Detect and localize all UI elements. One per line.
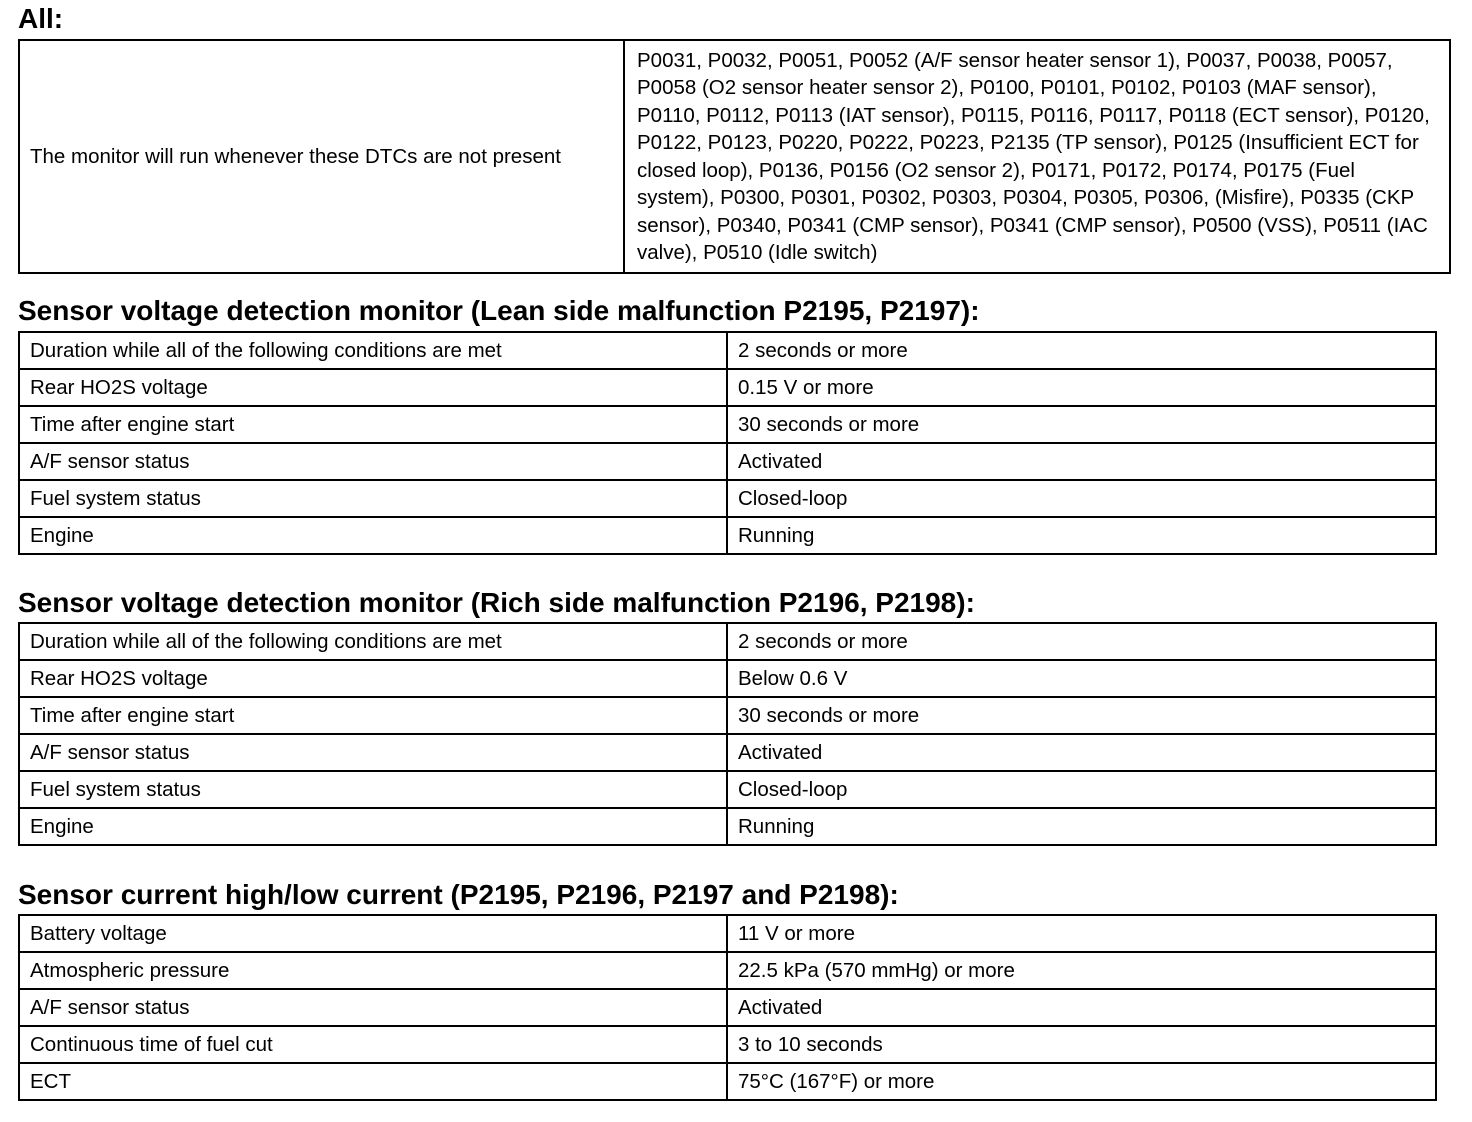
- table-row: [19, 40, 1450, 273]
- row-value: Running: [727, 808, 1436, 845]
- table-row: [19, 771, 1436, 808]
- row-value: 75°C (167°F) or more: [727, 1063, 1436, 1100]
- row-label: Time after engine start: [19, 697, 727, 734]
- row-label: Rear HO2S voltage: [19, 660, 727, 697]
- row-label: ECT: [19, 1063, 727, 1100]
- table-row: [19, 660, 1436, 697]
- row-label: A/F sensor status: [19, 734, 727, 771]
- row-label: A/F sensor status: [19, 989, 727, 1026]
- table-row: [19, 1026, 1436, 1063]
- row-value: Below 0.6 V: [727, 660, 1436, 697]
- table-row: [19, 808, 1436, 845]
- table-row: [19, 443, 1436, 480]
- row-label: Rear HO2S voltage: [19, 369, 727, 406]
- table-row: [19, 369, 1436, 406]
- table-row: [19, 734, 1436, 771]
- current-heading: Sensor current high/low current (P2195, P2196, P2197 and P2198):: [18, 879, 899, 910]
- row-value: 3 to 10 seconds: [727, 1026, 1436, 1063]
- all-heading: All:: [18, 3, 64, 34]
- row-label: Fuel system status: [19, 771, 727, 808]
- rich-side-heading: Sensor voltage detection monitor (Rich side malfunction P2196, P2198):: [18, 587, 975, 618]
- lean-side-table: [18, 331, 1437, 555]
- table-row: [19, 952, 1436, 989]
- table-row: [19, 697, 1436, 734]
- table-row: [19, 517, 1436, 554]
- row-label: A/F sensor status: [19, 443, 727, 480]
- row-value: 2 seconds or more: [727, 332, 1436, 369]
- dtc-condition-label: The monitor will run whenever these DTCs are not present: [19, 40, 624, 273]
- row-value: Activated: [727, 443, 1436, 480]
- row-label: Duration while all of the following conditions are met: [19, 332, 727, 369]
- dtc-prerequisite-table: [18, 39, 1451, 274]
- table-row: [19, 1063, 1436, 1100]
- row-value: 30 seconds or more: [727, 406, 1436, 443]
- row-label: Engine: [19, 517, 727, 554]
- row-label: Battery voltage: [19, 915, 727, 952]
- table-row: [19, 915, 1436, 952]
- current-table: [18, 914, 1437, 1101]
- dtc-code-list: P0031, P0032, P0051, P0052 (A/F sensor heater sensor 1), P0037, P0038, P0057, P0058 (O2 sensor heater sensor 2), P0100, P0101, P0102, P0103 (MAF sensor), P0110, P0112, P0113 (IAT sensor), P0115, P0116, P0117, P0118 (ECT sensor), P0120, P0122, P0123, P0220, P0222, P0223, P2135 (TP sensor), P0125 (Insufficient ECT for closed loop), P0136, P0156 (O2 sensor 2), P0171, P0172, P0174, P0175 (Fuel system), P0300, P0301, P0302, P0303, P0304, P0305, P0306, (Misfire), P0335 (CKP sensor), P0340, P0341 (CMP sensor), P0341 (CMP sensor), P0500 (VSS), P0511 (IAC valve), P0510 (Idle switch): [624, 40, 1450, 273]
- lean-side-heading: Sensor voltage detection monitor (Lean side malfunction P2195, P2197):: [18, 295, 980, 326]
- row-value: Activated: [727, 734, 1436, 771]
- row-value: 11 V or more: [727, 915, 1436, 952]
- table-row: [19, 623, 1436, 660]
- row-label: Engine: [19, 808, 727, 845]
- row-value: Closed-loop: [727, 480, 1436, 517]
- row-value: 30 seconds or more: [727, 697, 1436, 734]
- table-row: [19, 332, 1436, 369]
- row-value: Activated: [727, 989, 1436, 1026]
- row-label: Continuous time of fuel cut: [19, 1026, 727, 1063]
- row-value: 2 seconds or more: [727, 623, 1436, 660]
- table-row: [19, 406, 1436, 443]
- row-value: Running: [727, 517, 1436, 554]
- row-value: Closed-loop: [727, 771, 1436, 808]
- row-label: Time after engine start: [19, 406, 727, 443]
- row-label: Duration while all of the following conditions are met: [19, 623, 727, 660]
- row-value: 22.5 kPa (570 mmHg) or more: [727, 952, 1436, 989]
- row-label: Atmospheric pressure: [19, 952, 727, 989]
- row-label: Fuel system status: [19, 480, 727, 517]
- rich-side-table: [18, 622, 1437, 846]
- table-row: [19, 989, 1436, 1026]
- row-value: 0.15 V or more: [727, 369, 1436, 406]
- table-row: [19, 480, 1436, 517]
